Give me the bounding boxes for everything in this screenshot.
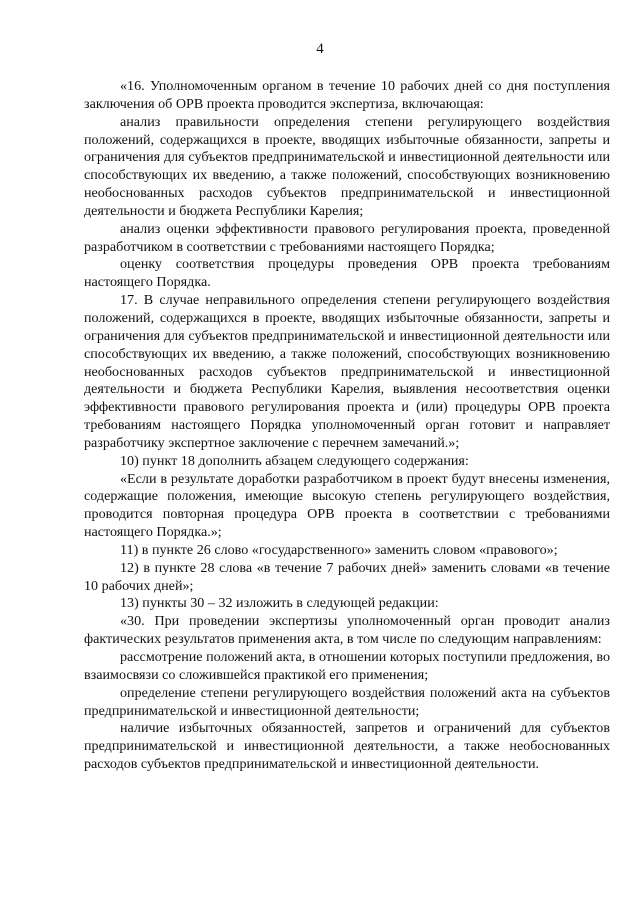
paragraph-amendment-13: 13) пункты 30 – 32 изложить в следующей редакции:: [120, 595, 439, 612]
paragraph-analysis-degree: анализ правильности определения степени регулирующего воздействия положений, содержащихся в проекте, вводящих избыточные обязанности, запреты и ограничения для субъектов предпринимательской и инвестиционной деятельности или способствующих их введению, а также положений, способствующих возникновению необоснованных расходов субъектов предпринимательской и инвестиционной деятельности и бюджета Республики Карелия;: [84, 113, 610, 219]
paragraph-amendment-10-text: «Если в результате доработки разработчиком в проект будут внесены изменения, содержащие положения, имеющие высокую степень регулирующего воздействия, проводится повторная процедура ОРВ проекта в соответствии с требованиями настоящего Порядка.»;: [84, 470, 610, 541]
paragraph-determine-degree: определение степени регулирующего воздействия положений акта на субъектов предпринимательской и инвестиционной деятельности;: [84, 684, 610, 719]
paragraph-amendment-12: 12) в пункте 28 слова «в течение 7 рабочих дней» заменить словами «в течение 10 рабочих дней»;: [84, 559, 610, 594]
page-number: 4: [316, 41, 324, 57]
paragraph-item-16: «16. Уполномоченным органом в течение 10 рабочих дней со дня поступления заключения об ОРВ проекта проводится экспертиза, включающая:: [84, 78, 610, 112]
paragraph-amendment-10: 10) пункт 18 дополнить абзацем следующего содержания:: [120, 452, 469, 469]
paragraph-item-17: 17. В случае неправильного определения степени регулирующего воздействия положений, содержащихся в проекте, вводящих избыточные обязанности, запреты и ограничения для субъектов предпринимательской и инвестиционной деятельности или способствующих их введению, а также положений, способствующих возникновению необоснованных расходов субъектов предпринимательской и инвестиционной деятельности и бюджета Республики Карелия, выявления несоответствия оценки эффективности правового регулирования проекта и (или) процедуры ОРВ проекта требованиям настоящего Порядка уполномоченный орган готовит и направляет разработчику экспертное заключение с перечнем замечаний.»;: [84, 292, 610, 451]
paragraph-item-30: «30. При проведении экспертизы уполномоченный орган проводит анализ фактических результатов применения акта, в том числе по следующим направлениям:: [84, 613, 610, 648]
paragraph-excessive-obligations: наличие избыточных обязанностей, запретов и ограничений для субъектов предпринимательской и инвестиционной деятельности, а также необоснованных расходов субъектов предпринимательской и инвестиционной деятельности.: [84, 720, 610, 773]
paragraph-review-provisions: рассмотрение положений акта, в отношении которых поступили предложения, во взаимосвязи со сложившейся практикой его применения;: [84, 649, 610, 683]
paragraph-amendment-11: 11) в пункте 26 слово «государственного» заменить словом «правового»;: [120, 541, 558, 558]
document-body: [84, 78, 610, 774]
paragraph-analysis-efficiency: анализ оценки эффективности правового регулирования проекта, проведенной разработчиком в соответствии с требованиями настоящего Порядка;: [84, 220, 610, 255]
paragraph-procedure-compliance: оценку соответствия процедуры проведения ОРВ проекта требованиям настоящего Порядка.: [84, 256, 610, 291]
